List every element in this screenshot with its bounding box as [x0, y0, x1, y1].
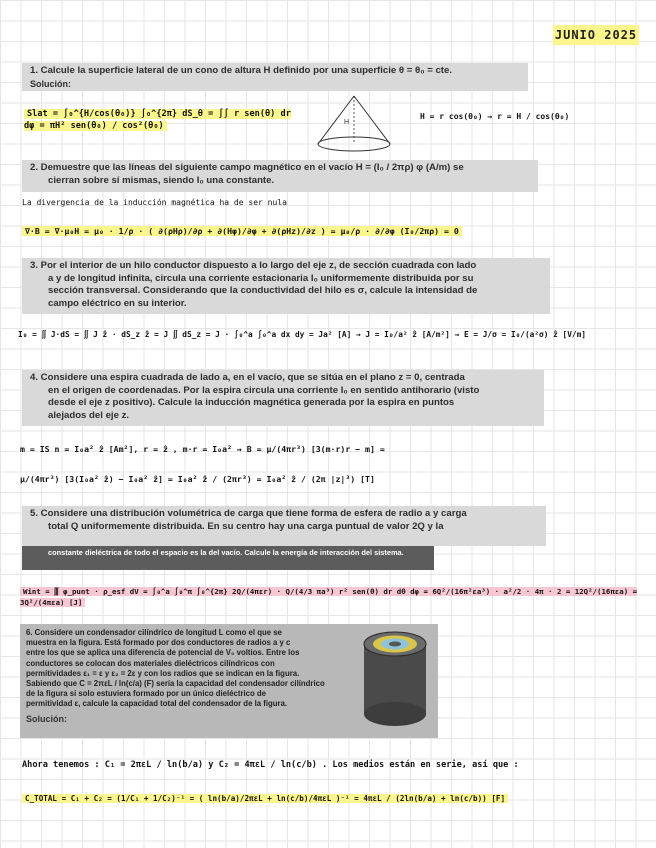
question-6-line-2: muestra en la figura. Está formado por dos conductores de radios a y c — [26, 638, 291, 648]
question-6-line-3: entre los que se aplica una diferencia de potencial de V₀ voltios. Entre los — [26, 648, 300, 658]
q1-figure-note: H = r cos(θ₀) → r = H / cos(θ₀) — [420, 112, 570, 121]
question-4-line-2: en el origen de coordenadas. Por la espira circula una corriente I₀ en sentido antihorario (visto — [48, 384, 480, 396]
q4-dipole-work-2: μ/(4πr³) [3(I₀a² ẑ) − I₀a² ẑ] = I₀a² ẑ / (2πr³) = I₀a² ẑ / (2π |z|³) [T] — [20, 474, 375, 484]
question-3-line-1: 3. Por el interior de un hilo conductor dispuesto a lo largo del eje z, de sección cuadrada con lado — [30, 260, 477, 271]
cylindrical-capacitor-figure — [356, 628, 434, 728]
q2-note: La divergencia de la inducción magnética ha de ser nula — [22, 198, 287, 207]
question-6-line-5: permitividades ε₁ = ε y ε₂ = 2ε y con los radios que se indican en la figura. — [26, 668, 300, 678]
question-5-continuation: constante dieléctrica de todo el espacio es la del vacío. Calcule la energía de interacción del sistema. — [22, 546, 434, 570]
q6-total-capacitance-work: C_TOTAL = C₁ + C₂ = (1/C₁ + 1/C₂)⁻¹ = ( ln(b/a)/2πεL + ln(c/b)/4πεL )⁻¹ = 4πεL / (2ln(b/a) + ln(c/b)) [F] — [22, 794, 642, 803]
q6-capacitances-work: Ahora tenemos : C₁ = 2πεL / ln(b/a) y C₂ = 4πεL / ln(c/b) . Los medios están en serie, así que : — [22, 760, 519, 770]
question-1 — [22, 63, 528, 91]
question-4-line-4: alejados del eje z. — [48, 409, 130, 421]
cone-figure — [306, 92, 422, 156]
question-3-line-3: sección transversal. Considerando que la conductividad del hilo es σ, calcule la intensidad de — [48, 285, 478, 296]
question-4-line-3: desde el eje z positivo). Calcule la inducción magnética generada por la espira en puntos — [48, 397, 455, 408]
q6-solucion-label: Solución: — [26, 713, 67, 724]
question-6-line-4: conductores se colocan dos materiales dieléctricos cilíndricos con — [26, 658, 275, 668]
question-4-line-1: 4. Considere una espira cuadrada de lado a, en el vacío, que se sitúa en el plano z = 0, centrada — [30, 372, 465, 383]
q5-energy-work: Wint = ∭ φ_punt · ρ_esf dV = ∫₀^a ∫₀^π ∫₀^{2π} 2Q/(4πεr) · Q/(4/3 πa³) r² sen(θ) dr dθ dφ = 6Q²/(16π²εa³) · a²/2 · 4π · 2 = 12Q²/(16πεa) = 3Q²/(4πεa) [J] — [20, 587, 638, 607]
q2-divergence-work: ∇·B = ∇·μ₀H = μ₀ · 1/ρ · ( ∂(ρHρ)/∂ρ + ∂(Hφ)/∂φ + ∂(ρHz)/∂z ) = μ₀/ρ · ∂/∂φ (I₀/2πρ) = 0 — [22, 226, 642, 236]
question-1-text: 1. Calcule la superficie lateral de un cono de altura H definido por una superficie θ = θ₀ = cte. — [30, 65, 453, 76]
question-5-line-2: total Q uniformemente distribuida. En su centro hay una carga puntual de valor 2Q y la — [48, 520, 444, 532]
question-6-line-7: de la figura si solo estuviera formado por un único dieléctrico de — [26, 689, 267, 699]
date-tag: JUNIO 2025 — [553, 25, 639, 45]
question-5 — [22, 506, 546, 546]
q4-dipole-work-1: m = IS n = I₀a² ẑ [Am²], r = ẑ , m·r = I₀a² → B = μ/(4πr³) [3(m·r)r − m] = — [20, 444, 385, 454]
question-3-line-2: a y de longitud infinita, circula una corriente estacionaria I₀ uniformemente distribuida por su — [48, 272, 474, 284]
question-2 — [22, 160, 538, 192]
question-3 — [22, 258, 550, 314]
cone-height-label: H — [344, 119, 350, 126]
question-4 — [22, 370, 544, 426]
question-2-line-2: cierran sobre sí mismas, siendo I₀ una constante. — [48, 174, 275, 186]
question-2-line-1: 2. Demuestre que las líneas del siguiente campo magnético en el vacío H = (I₀ / 2πρ) φ (A/m) se — [30, 162, 464, 173]
question-6-line-8: permitividad ε, calcule la capacidad total del condensador de la figura. — [26, 699, 288, 709]
q3-current-work: I₀ = ∬ J·dS = ∬ J ẑ · dS_z ẑ = J ∬ dS_z = J · ∫₀^a ∫₀^a dx dy = Ja² [A] → J = I₀/a² ẑ [A/m²] → E = J/σ = I₀/(a²σ) ẑ [V/m] — [18, 330, 586, 339]
question-6-line-6: Sabiendo que C = 2πεL / ln(c/a) (F) sería la capacidad del condensador cilíndrico — [26, 679, 325, 689]
question-6-line-1: 6. Considere un condensador cilíndrico de longitud L como el que se — [26, 628, 282, 637]
solucion-label: Solución: — [30, 78, 71, 89]
question-3-line-4: campo eléctrico en su interior. — [48, 297, 187, 309]
question-5-line-1: 5. Considere una distribución volumétrica de carga que tiene forma de esfera de radio a y carga — [30, 508, 467, 519]
q1-integral-work: Slat = ∫₀^{H/cos(θ₀)} ∫₀^{2π} dS_θ = ∫∫ r sen(θ) dr dφ = πH² sen(θ₀) / cos²(θ₀) — [24, 109, 291, 131]
